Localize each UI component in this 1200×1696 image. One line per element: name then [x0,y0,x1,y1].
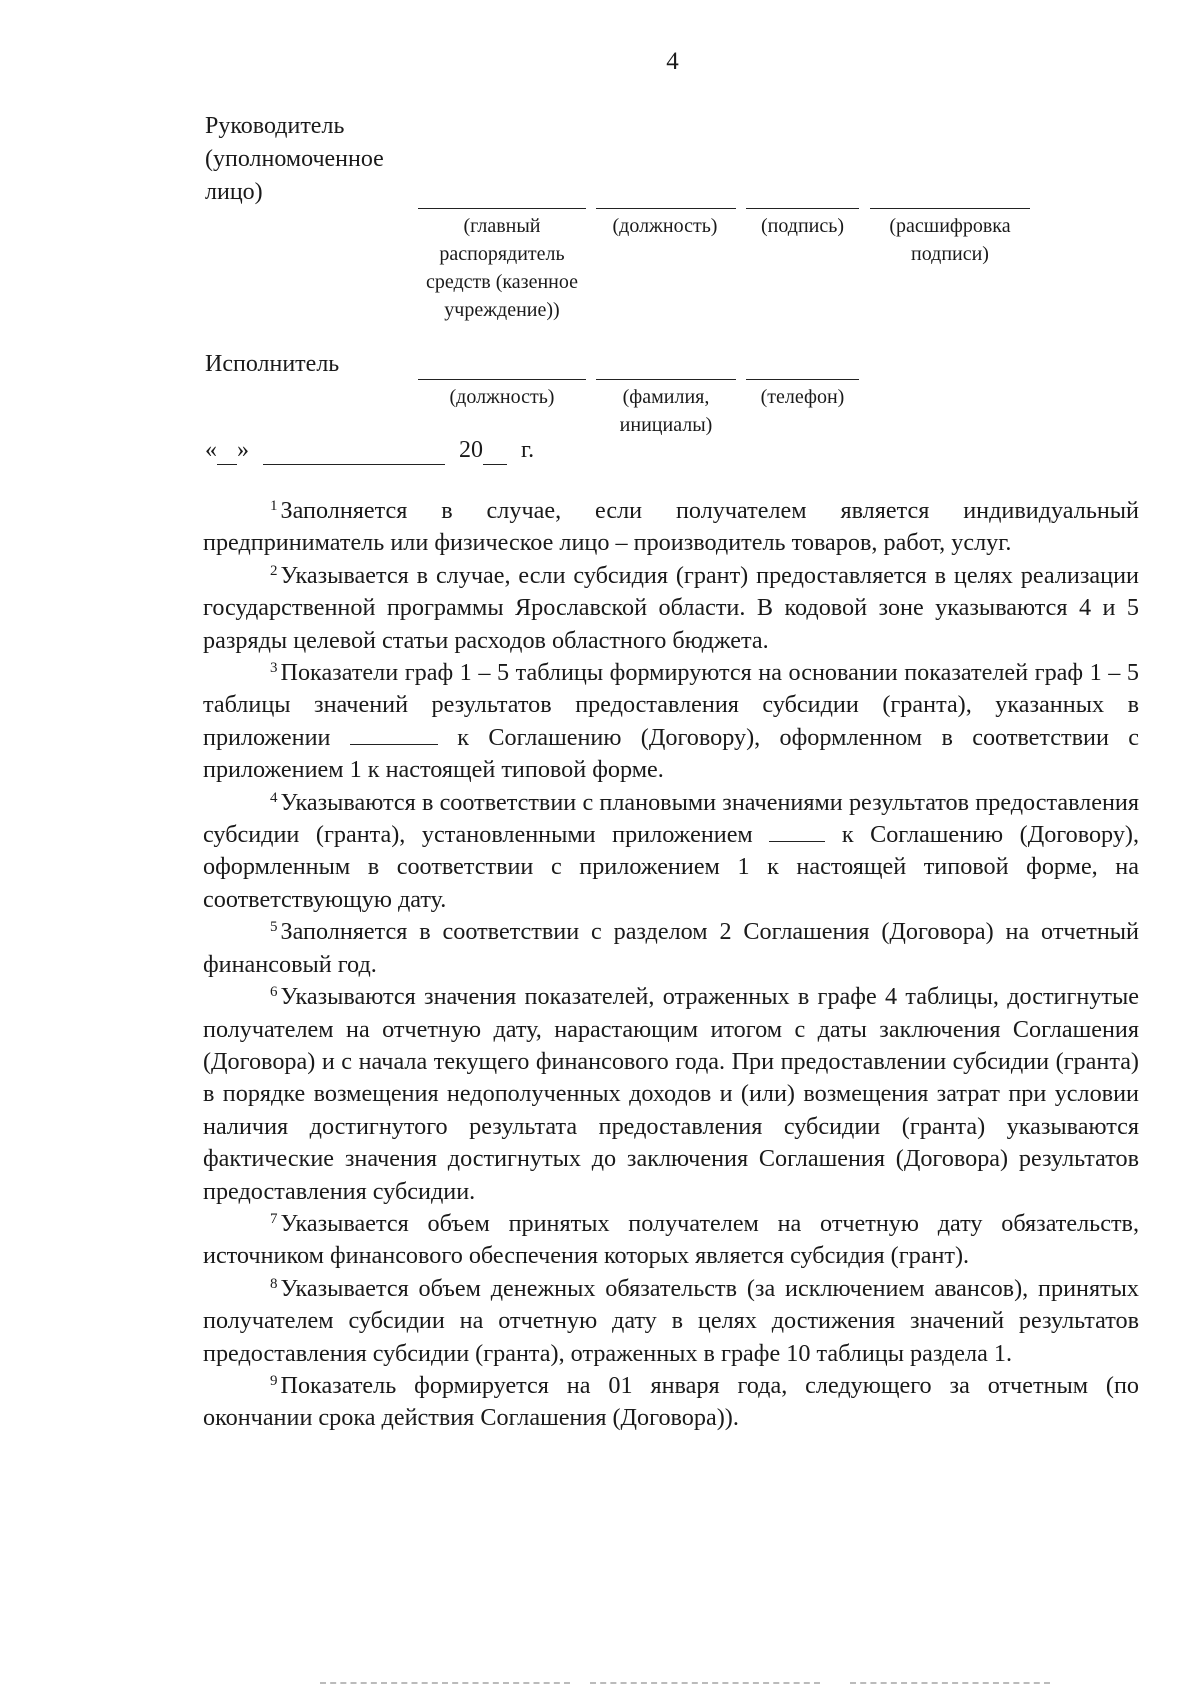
scan-artifact [590,1682,820,1684]
footnote-text: к Соглашению (Договору), оформленным в соответствии с приложением 1 к настоящей типовой форме, на соответствующую дату. [203,821,1140,913]
footnote-number: 2 [270,562,278,579]
year-suffix: г. [521,437,535,463]
footnote-number: 1 [270,498,278,514]
decoding-caption: (расшифровка подписи) [889,215,1011,265]
executor-position-line [418,379,586,380]
date-open-quote: « [205,437,217,463]
footnote-1 [203,495,1139,560]
page-number: 4 [666,48,679,75]
year-prefix: 20 [459,437,483,463]
signature-caption: (подпись) [760,215,845,237]
authority-line [418,208,586,209]
footnote-text: Указывается объем принятых получателем на отчетную дату обязательств, источником финансового обеспечения которых является субсидия (грант). [203,1209,1139,1270]
footnote-text: Показатели граф 1 – 5 таблицы формируются на основании показателей граф 1 – 5 таблицы значений результатов предоставления субсидии (гранта), указанных в приложении [203,659,1139,751]
executor-position-caption: (должность) [449,386,555,408]
decoding-line [870,208,1030,209]
date-close-quote: » [237,437,249,463]
footnote-text: Указывается объем денежных обязательств (за исключением авансов), принятых получателем субсидии на отчетную дату в целях достижения значений результатов предоставления субсидии (гранта), отраженных в графе 10 таблицы раздела 1. [203,1274,1139,1367]
scan-artifact [850,1682,1050,1684]
footnote-2 [203,560,1139,657]
executor-phone-caption: (телефон) [760,386,845,408]
footnote-text: к Соглашению (Договору), оформленном в соответствии с приложением 1 к настоящей типовой форме. [203,723,1140,784]
executor-phone-line [746,379,859,380]
executor-name-line [596,379,736,380]
footnote-8 [203,1273,1139,1370]
footnote-number: 9 [270,1372,278,1389]
footnote-text: Заполняется в соответствии с разделом 2 Соглашения (Договора) на отчетный финансовый год. [203,918,1139,978]
executor-label: Исполнитель [205,351,340,377]
footnote-number: 5 [270,919,278,936]
executor-name-caption: (фамилия, инициалы) [619,386,713,436]
position-line [596,208,736,209]
footnote-number: 6 [270,984,278,1001]
year-blank [483,437,507,465]
annex-number-blank [350,724,438,745]
authority-caption: (главный распорядитель средств (казенное учреждение)) [426,215,578,321]
signature-line [746,208,859,209]
footnote-7 [203,1208,1139,1273]
footnote-text: Указываются значения показателей, отраженных в графе 4 таблицы, достигнутые получателем на отчетную дату, нарастающим итогом с даты заключения Соглашения (Договора) и с начала текущего финансового года. При предоставлении субсидии (гранта) в порядке возмещения недополученных доходов и (или) возмещения затрат при условии наличия достигнутого результата предоставления субсидии (гранта) указываются фактические значения достигнутых до заключения Соглашения (Договора) результатов предоставления субсидии. [203,983,1139,1205]
footnote-9 [203,1370,1139,1435]
footnote-number: 4 [270,789,278,806]
footnote-text: Заполняется в случае, если получателем является индивидуальный предприниматель или физическое лицо – производитель товаров, работ, услуг. [203,497,1139,557]
footnote-6 [203,981,1139,1208]
footnote-4 [203,787,1139,917]
head-label: Руководитель (уполномоченное лицо) [205,113,384,205]
footnote-text: Показатель формируется на 01 января года, следующего за отчетным (по окончании срока действия Соглашения (Договора)). [203,1371,1139,1432]
footnote-number: 3 [270,660,278,677]
footnote-3 [203,657,1139,787]
footnote-text: Указываются в соответствии с плановыми значениями результатов предоставления субсидии (гранта), установленными приложением [203,788,1139,849]
date-row [205,437,534,465]
scan-artifact [320,1682,570,1684]
month-blank [263,437,445,465]
annex-number-blank [769,821,825,842]
footnote-number: 8 [270,1275,278,1292]
day-blank [217,437,237,465]
position-caption: (должность) [612,215,718,237]
footnote-number: 7 [270,1210,278,1227]
footnote-text: Указывается в случае, если субсидия (грант) предоставляется в целях реализации государственной программы Ярославской области. В кодовой зоне указываются 4 и 5 разряды целевой статьи расходов областного бюджета. [203,561,1139,654]
footnote-5 [203,916,1139,981]
footnotes [203,495,1139,1435]
